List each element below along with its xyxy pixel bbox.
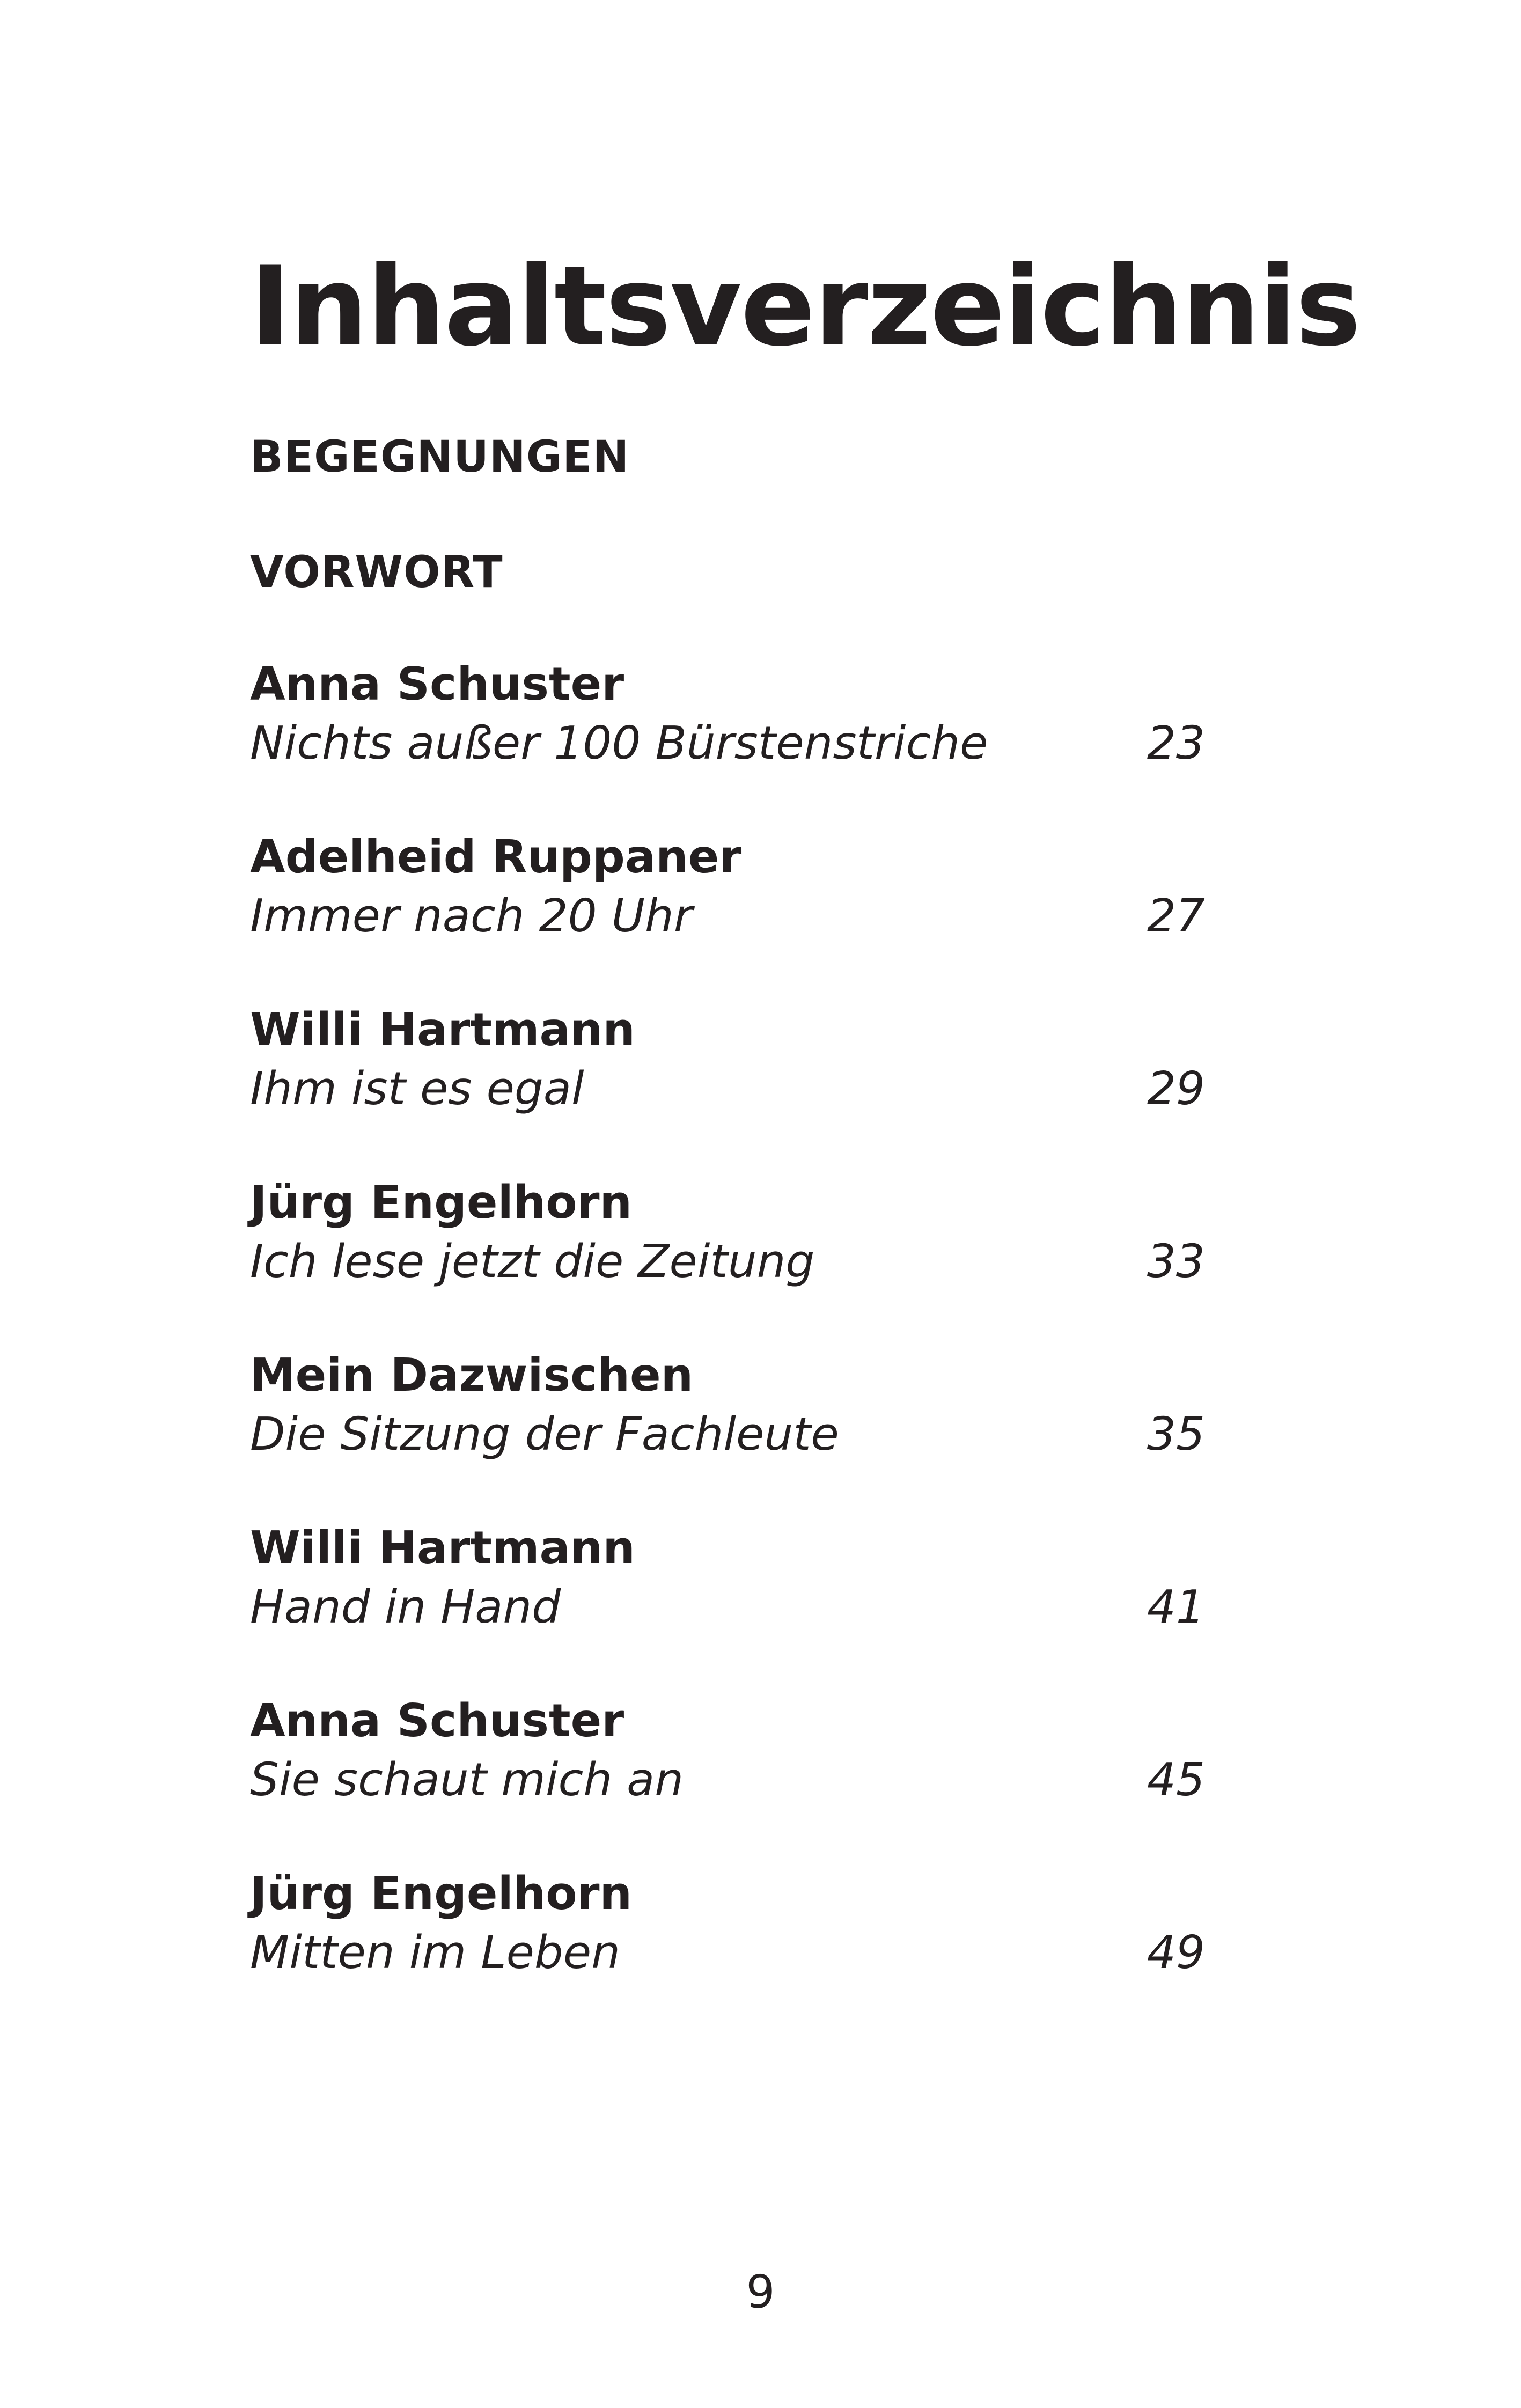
entry-page-number: 29 — [1147, 1062, 1205, 1115]
entry-title: Ihm ist es egal — [250, 1062, 584, 1115]
entry-title: Sie schaut mich an — [250, 1753, 684, 1807]
table-of-contents — [250, 658, 1205, 2044]
toc-entry — [250, 658, 1205, 834]
entry-page-number: 33 — [1147, 1235, 1205, 1288]
toc-entry — [250, 1522, 1205, 1698]
entry-page-number: 23 — [1147, 717, 1205, 770]
entry-author: Anna Schuster — [250, 658, 624, 711]
toc-entry — [250, 1176, 1205, 1353]
entry-page-number: 45 — [1147, 1753, 1205, 1807]
entry-author: Jürg Engelhorn — [250, 1867, 633, 1920]
entry-author: Anna Schuster — [250, 1694, 624, 1748]
entry-title: Immer nach 20 Uhr — [250, 890, 693, 943]
entry-page-number: 27 — [1147, 890, 1205, 943]
toc-entry — [250, 1867, 1205, 2044]
entry-title: Die Sitzung der Fachleute — [250, 1408, 839, 1461]
entry-page-number: 41 — [1147, 1581, 1205, 1634]
entry-title: Nichts außer 100 Bürstenstriche — [250, 717, 988, 770]
toc-entry — [250, 831, 1205, 1007]
toc-entry — [250, 1694, 1205, 1871]
entry-title: Hand in Hand — [250, 1581, 561, 1634]
entry-title: Ich lese jetzt die Zeitung — [250, 1235, 815, 1288]
page-number: 9 — [746, 2266, 775, 2319]
entry-author: Adelheid Ruppaner — [250, 831, 742, 884]
toc-entry — [250, 1349, 1205, 1525]
section-heading-begegnungen: BEGEGNUNGEN — [250, 432, 630, 482]
entry-title: Mitten im Leben — [250, 1926, 621, 1979]
entry-page-number: 35 — [1147, 1408, 1205, 1461]
entry-author: Mein Dazwischen — [250, 1349, 694, 1402]
page-title: Inhaltsverzeichnis — [250, 243, 1360, 371]
entry-author: Jürg Engelhorn — [250, 1176, 633, 1229]
entry-author: Willi Hartmann — [250, 1003, 635, 1056]
section-heading-vorwort: VORWORT — [250, 547, 503, 598]
entry-page-number: 49 — [1147, 1926, 1205, 1979]
toc-entry — [250, 1003, 1205, 1180]
entry-author: Willi Hartmann — [250, 1522, 635, 1575]
